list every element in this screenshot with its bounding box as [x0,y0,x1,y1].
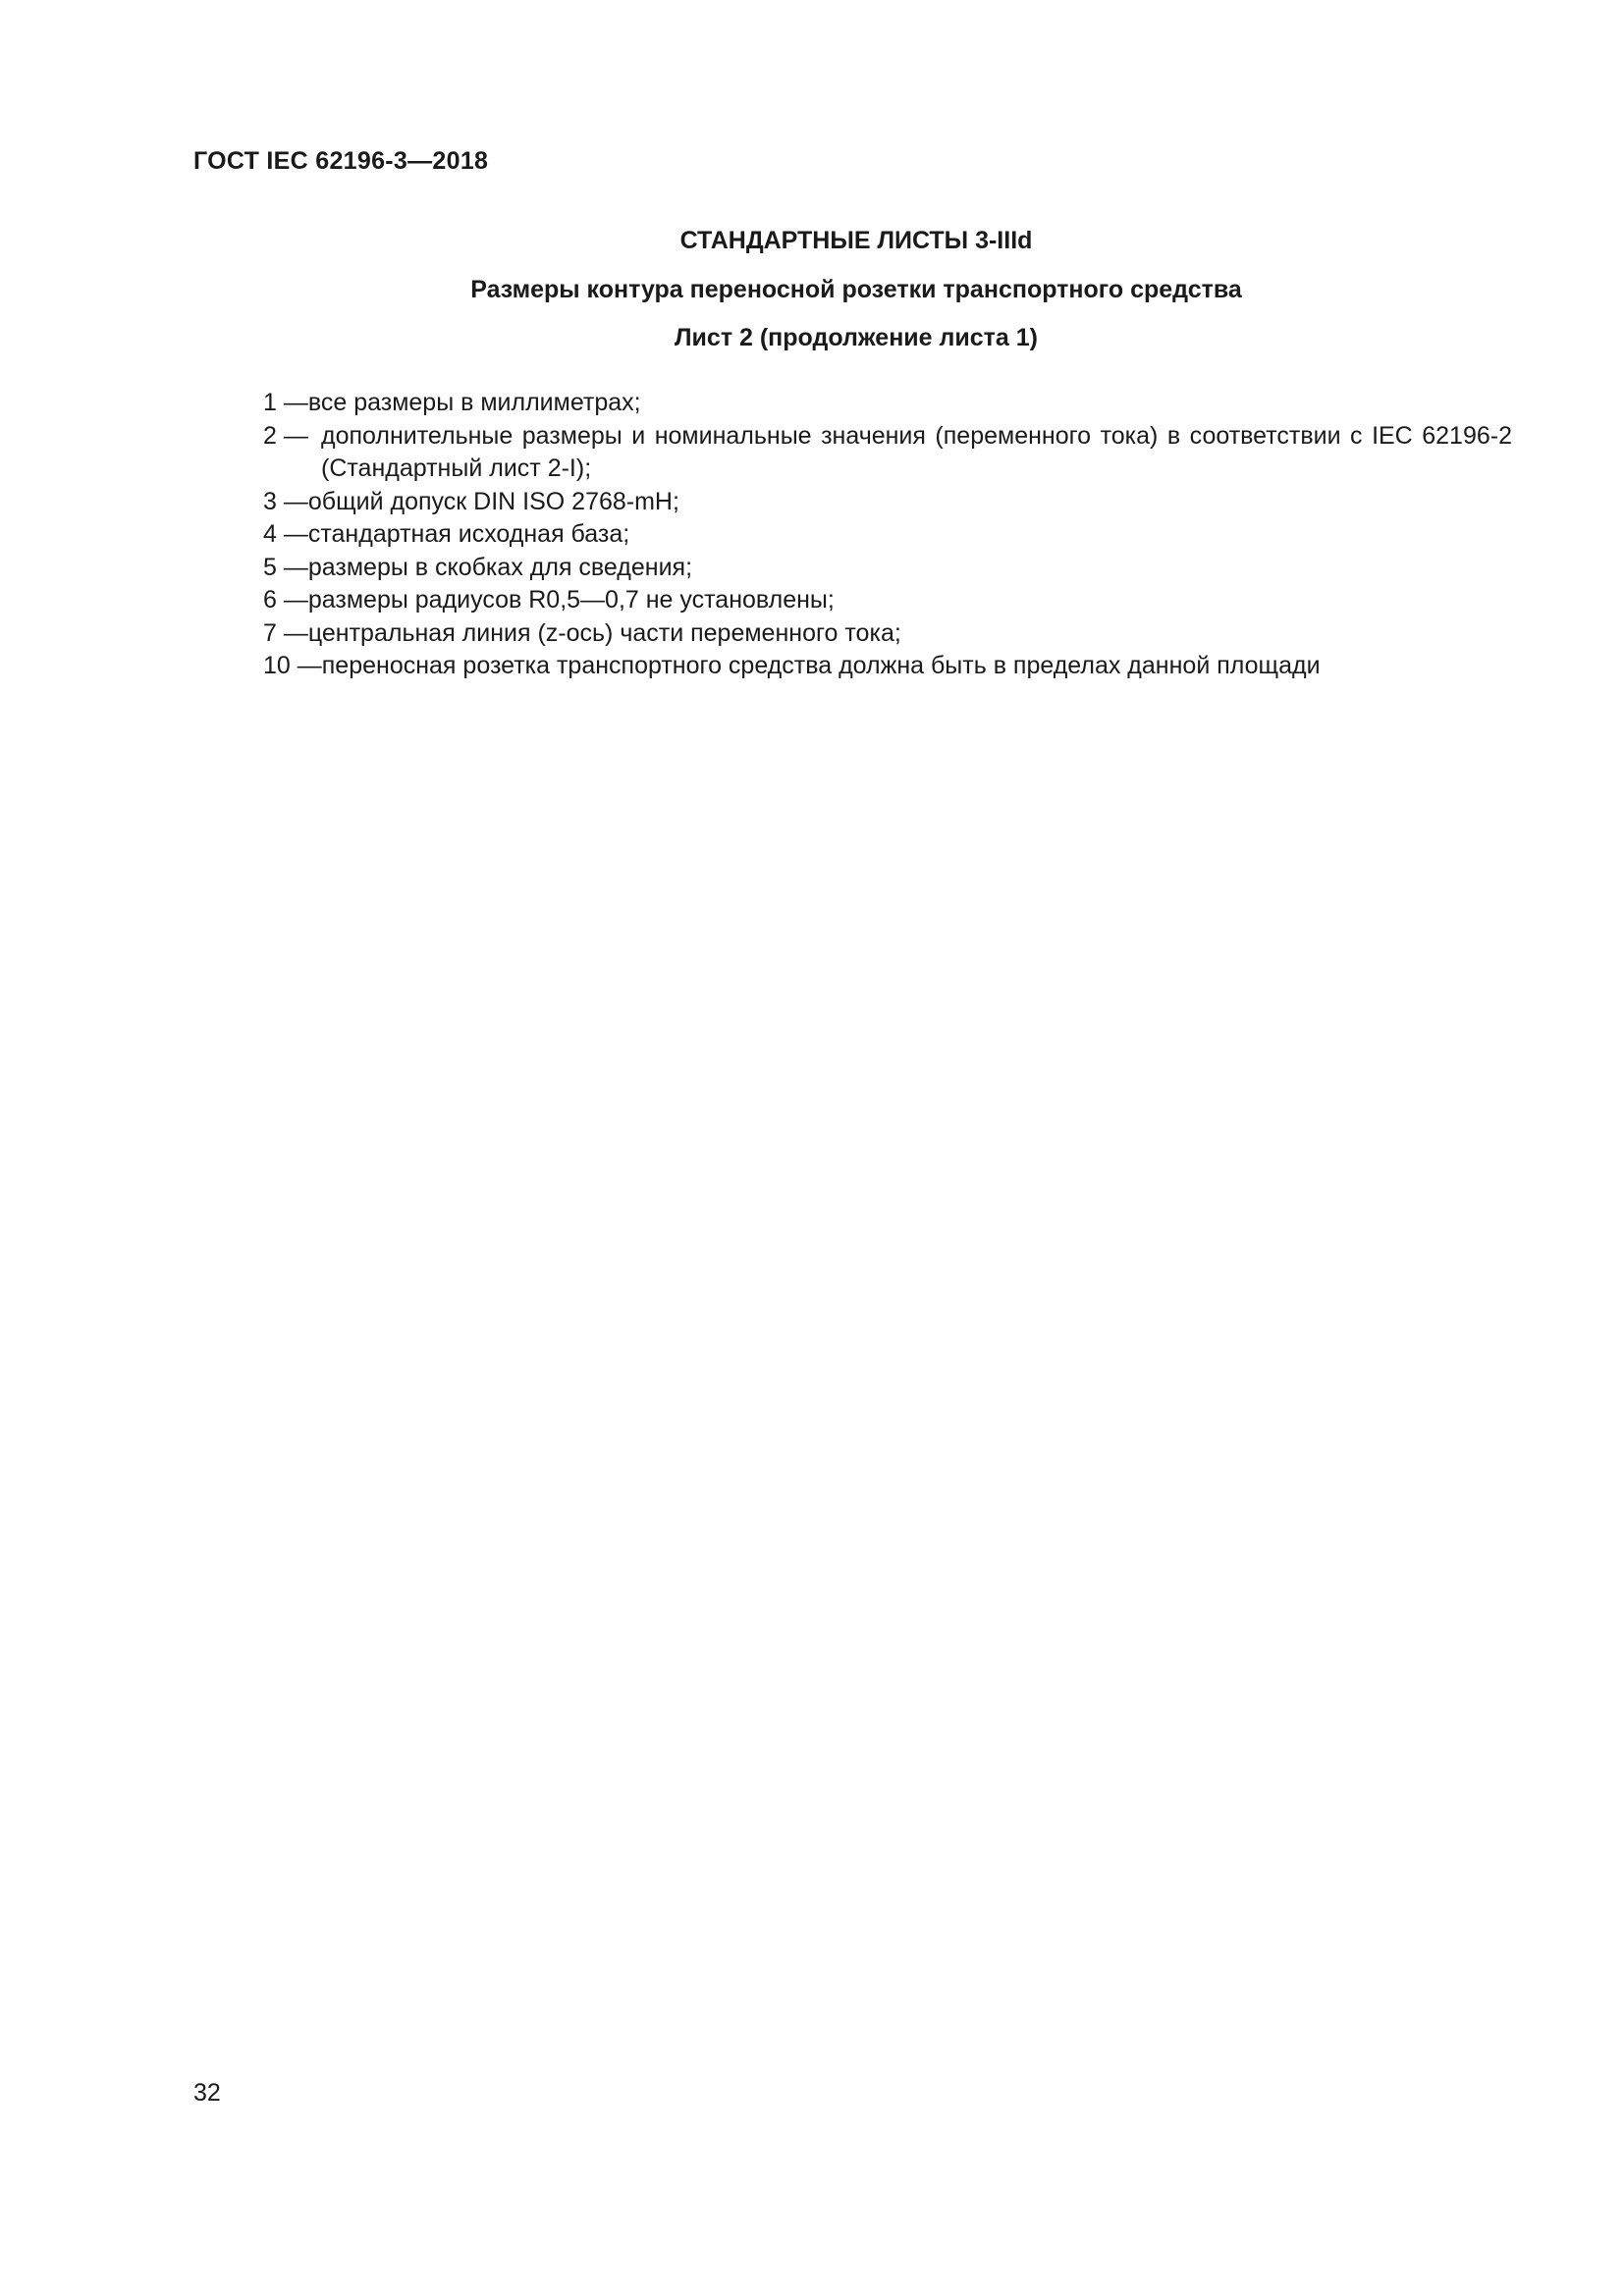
note-item [263,650,1512,683]
note-item [263,486,1512,519]
page-number: 32 [193,2079,221,2107]
note-item [263,420,1512,486]
notes-list [263,387,1512,683]
document-header: ГОСТ IEC 62196-3—2018 [193,147,489,175]
note-text: центральная линия (z-ось) части переменного тока; [307,618,901,647]
continuation-title: Лист 2 (продолжение листа 1) [675,324,1038,351]
note-number: 3 — [263,487,308,515]
note-item [263,518,1512,552]
note-number: 2 — [263,421,308,450]
note-number: 7 — [263,618,308,647]
note-item [263,552,1512,585]
note-text: стандартная исходная база; [307,520,630,548]
note-text: общий допуск DIN ISO 2768-mH; [307,487,679,515]
note-item [263,617,1512,651]
note-number: 5 — [263,553,308,581]
note-item [263,584,1512,617]
note-text: дополнительные размеры и номинальные значения (переменного тока) в соответствии с IEC 62196-2 (Стандартный лист 2-I); [321,421,1512,482]
subject-title: Размеры контура переносной розетки транспортного средства [470,276,1242,303]
note-text: переносная розетка транспортного средства должна быть в пределах данной площади [321,652,1321,679]
note-number: 4 — [263,520,308,548]
note-number: 10 — [263,652,322,679]
note-number: 6 — [263,586,308,614]
note-text: все размеры в миллиметрах; [307,389,641,416]
note-text: размеры в скобках для сведения; [307,553,693,581]
note-number: 1 — [263,389,308,416]
note-item [263,387,1512,420]
note-text: размеры радиусов R0,5—0,7 не установлены; [307,586,835,614]
sheet-title: СТАНДАРТНЫЕ ЛИСТЫ 3-IIId [679,227,1033,254]
